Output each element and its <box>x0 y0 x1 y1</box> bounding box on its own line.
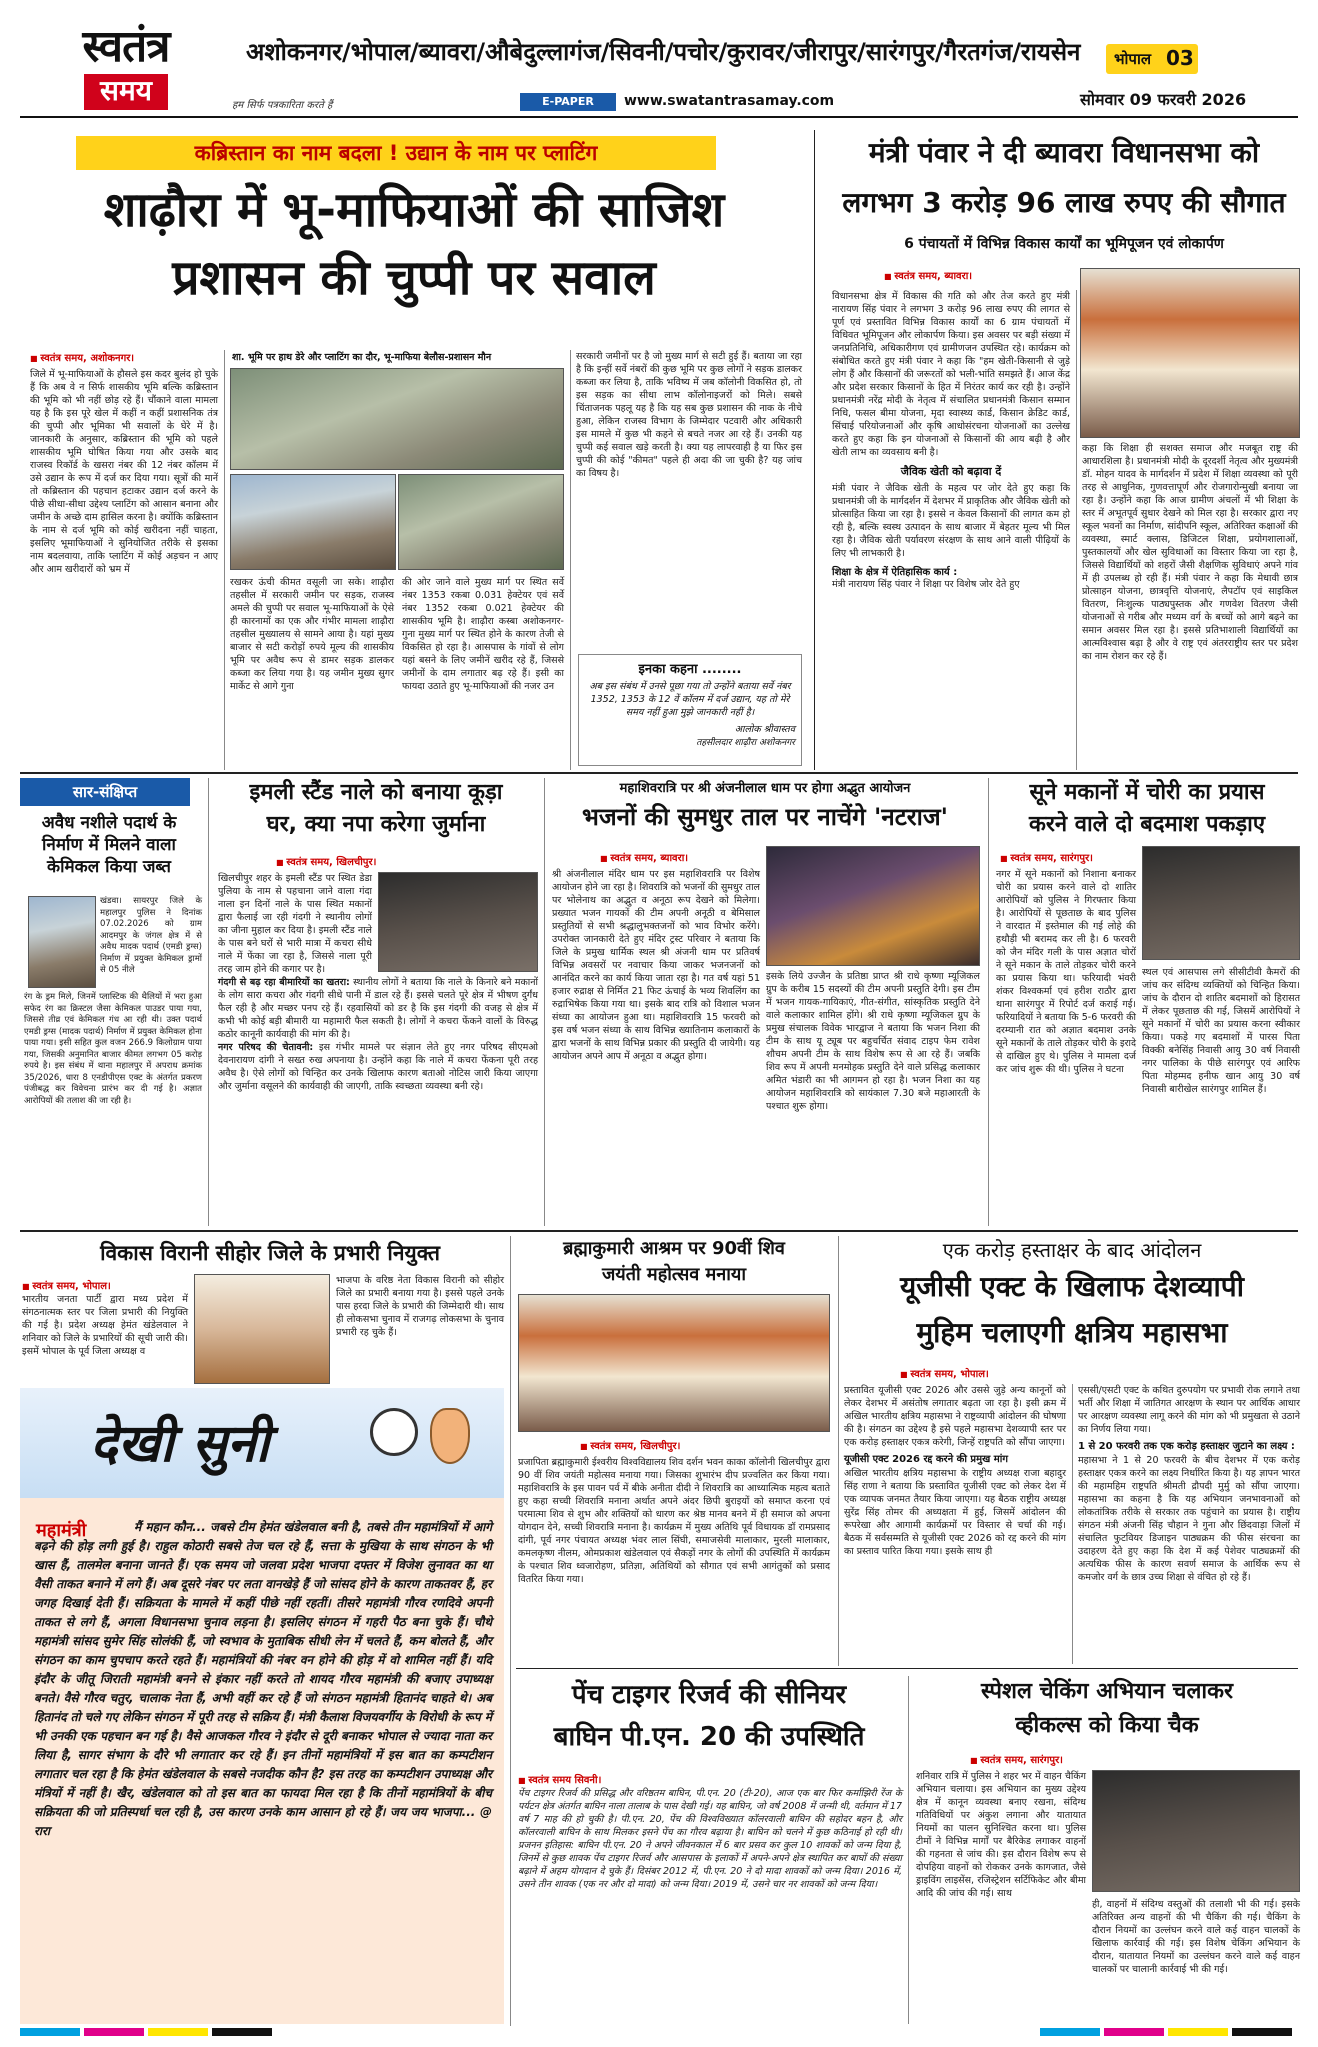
masthead-rule <box>20 116 1298 118</box>
issue-date: सोमवार 09 फरवरी 2026 <box>1080 90 1247 109</box>
imli-divider <box>544 778 545 1226</box>
dekhi-title: देखी सुनी <box>90 1413 270 1474</box>
ugc-kicker: एक करोड़ हस्ताक्षर के बाद आंदोलन <box>942 1238 1202 1262</box>
ugc-col-1-text: प्रस्तावित यूजीसी एक्ट 2026 और उससे जुड़े अन्य कानूनों को लेकर देशभर में असंतोष लगातार बढ़ता जा रहा है। इसी क्रम में अखिल भारतीय क्षत्रिय महासभा ने राष्ट्रव्यापी आंदोलन की घोषणा की है। संगठन का उद्देश्य है इसे पहले महासभा देशव्यापी स्तर पर एक करोड़ हस्ताक्षर एकत्र करेगी, जिन्हें राष्ट्रपति को सौंपा जाएगा। <box>844 1385 1066 1448</box>
dekhi-eye-icon <box>370 1408 418 1456</box>
tagline: हम सिर्फ पत्रकारिता करते हैं <box>232 100 333 111</box>
tiger-divider <box>908 1676 909 2024</box>
vikas-photo <box>194 1274 330 1384</box>
lead-headline-1: शाढ़ौरा में भू-माफियाओं की साजिश <box>103 182 725 238</box>
chori-byline: ■ स्वतंत्र समय, सारंगपुर। <box>1000 850 1200 864</box>
minister-col-1c-text: मंत्री नारायण सिंह पंवार ने शिक्षा पर विशेष जोर देते हुए <box>832 579 1020 590</box>
ugc-col-2b-text: महासभा ने 1 से 20 फरवरी के बीच देशभर में एक करोड़ हस्ताक्षर एकत्र करने का लक्ष्य निर्धारित किया है। यह ज्ञापन भारत की महामहिम राष्ट्रपति श्रीमती द्रौपदी मुर्मु को सौंपा जाएगा। महासभा का कहना है कि यह अभियान जनभावनाओं को लोकतांत्रिक तरीके से सरकार तक पहुंचाने का प्रयास है। राष्ट्रीय संगठन मंत्री अंजनी सिंह चौहान ने गुना और छिंदवाड़ा जिलों में संचालित फुटवियर डिजाइन पाठ्यक्रम की फीस संरचना का उदाहरण देते हुए कहा कि देश में कई पेशेवर पाठ्यक्रमों की अत्यधिक फीस के कारण सवर्ण समाज के आर्थिक रूप से कमजोर वर्ग के छात्र उच्च शिक्षा से वंचित हो रहे हैं। <box>1078 1455 1300 1583</box>
lead-kicker <box>76 136 716 170</box>
checking-photo <box>1092 1770 1300 1892</box>
chori-photo <box>1142 846 1300 960</box>
row-rule-2 <box>20 1230 1298 1232</box>
imli-headline-2: घर, क्या नपा करेगा जुर्माना <box>266 812 486 837</box>
minister-headline-2: लगभग 3 करोड़ 96 लाख रुपए की सौगात <box>842 186 1286 219</box>
ugc-col-1b-text: अखिल भारतीय क्षत्रिय महासभा के राष्ट्रीय अध्यक्ष राजा बहादुर सिंह राणा ने बताया कि प्रस्तावित यूजीसी एक्ट को लेकर देश में एक व्यापक जनमत तैयार किया जाएगा। यह बैठक राष्ट्रीय अध्यक्ष सुरेंद्र सिंह तोमर की अध्यक्षता में हुई, जिसमें आंदोलन की रूपरेखा और आगामी कार्यक्रमों पर विस्तार से चर्चा की गई। बैठक में सर्वसम्मति से यूजीसी एक्ट 2026 को रद्द करने की मांग का प्रस्ताव पारित किया गया। इसके साथ ही <box>844 1468 1066 1557</box>
vikas-headline: विकास विरानी सीहोर जिले के प्रभारी नियुक्त <box>100 1241 440 1265</box>
lead-headline-2: प्रशासन की चुप्पी पर सवाल <box>172 250 656 306</box>
chori-col-2: स्थल एवं आसपास लगे सीसीटीवी कैमरों की जांच कर संदिग्ध व्यक्तियों को चिन्हित किया। जांच के दौरान दो शातिर बदमाशों को हिरासत में लेकर पूछताछ की गई, जिसमें आरोपियों ने सूने मकानों में चोरी का प्रयास करना स्वीकार किया। पकड़े गए बदमाशों में पारस पिता विक्की बनेसिंह निवासी आयु 30 वर्ष निवासी नगर पालिका के पीछे सारंगपुर एवं आरिफ पिता मोहम्मद हनीफ खान आयु 30 वर्ष निवासी बारीखेल सारंगपुर शामिल हैं। <box>1142 967 1300 1095</box>
minister-headline-1: मंत्री पंवार ने दी ब्यावरा विधानसभा को <box>868 136 1260 169</box>
chori-headline-1: सूने मकानों में चोरी का प्रयास <box>1029 780 1265 805</box>
saar-text-right: खंडवा। सायरपुर जिले के महालपुर पुलिस ने दिनांक 07.02.2026 को ग्राम आदमपुर के जंगल क्षेत्र में से अवैध मादक पदार्थ (एमडी ड्रग्स) निर्माण में प्रयुक्त केमिकल ड्रामों से 05 नीले <box>100 896 202 975</box>
epaper-label[interactable]: E-PAPER <box>520 93 616 111</box>
imli-story <box>218 872 538 1093</box>
saar-text: रंग के ड्रम मिले, जिनमें प्लास्टिक की थैलियों में भरा हुआ सफेद रंग का क्रिस्टल जैसा केमिकल पाउडर पाया गया, जिससे तीव्र एवं केमिकल गंध आ रही थी। उक्त पदार्थ एमडी ड्रग्स (मादक पदार्थ) निर्माण में प्रयुक्त केमिकल होना पाया गया। इसी सहित कुल वजन 266.9 किलोग्राम पाया गया, जिसकी अनुमानित बाजार कीमत लगभग 05 करोड़ रुपये है। इस संबंध में थाना महालपुर में अपराध क्रमांक 35/2026, धारा 8 एनडीपीएस एक्ट के अंतर्गत प्रकरण पंजीबद्ध कर विवेचना प्रारंभ कर दी गई है। अज्ञात आरोपियों की तलाश की जा रही है। <box>24 992 202 1106</box>
brahma-byline: ■ स्वतंत्र समय, खिलचीपुर। <box>580 1438 780 1452</box>
minister-subhead-education: शिक्षा के क्षेत्र में ऐतिहासिक कार्य : <box>832 567 958 578</box>
minister-col-1-text: विधानसभा क्षेत्र में विकास की गति को और तेज करते हुए मंत्री नारायण सिंह पंवार ने लगभग 3 करोड़ 96 लाख रुपए की लागत से पूर्ण एवं प्रस्तावित विभिन्न विकास कार्यों का 6 ग्राम पंचायतों में विधिवत भूमिपूजन और लोकार्पण किया। इस अवसर पर बड़ी संख्या में जनप्रतिनिधि, अधिकारीगण एवं ग्रामीणजन उपस्थित रहे। कार्यक्रम को संबोधित करते हुए मंत्री पंवार ने कहा कि "हम खेती-किसानी से जुड़े लोग हैं और किसानों की जरूरतों को भली-भांति समझते हैं। आज केंद्र और प्रदेश सरकार किसानों के हित में निरंतर कार्य कर रही है। उन्होंने प्रधानमंत्री नरेंद्र मोदी के नेतृत्व में संचालित प्रधानमंत्री किसान सम्मान निधि, फसल बीमा योजना, मृदा स्वास्थ्य कार्ड, किसान क्रेडिट कार्ड, सिंचाई परियोजनाओं और कृषि आधोसंरचना योजनाओं का उल्लेख करते हुए कहा कि इन योजनाओं से किसानों की आय बढ़ी है और खेती लाभ का व्यवसाय बनी है। <box>832 291 1070 458</box>
minister-subhead-organic: जैविक खेती को बढ़ावा दें <box>900 465 1002 478</box>
vikas-col-2: भाजपा के वरिष्ठ नेता विकास विरानी को सीहोर जिले का प्रभारी बनाया गया है। इससे पहले उनके पास हरदा जिले के प्रभारी की जिम्मेदारी थी। साथ ही लोकसभा चुनाव में राजगढ़ लोकसभा के चुनाव प्रभारी रह चुके हैं। <box>336 1275 504 1338</box>
lead-col-1 <box>30 350 218 576</box>
ugc-col-1 <box>844 1384 1066 1558</box>
dekhi-box <box>20 1388 504 2024</box>
color-bar-magenta-2 <box>1104 2028 1164 2036</box>
lead-col-1-text: जिले में भू-माफियाओं के हौसले इस कदर बुलंद हो चुके हैं कि अब वे न सिर्फ शासकीय भूमि बल्कि कब्रिस्तान की भूमि को भी नहीं छोड़ रहे हैं। चौंकाने वाला मामला यह है कि इस पूरे खेल में कहीं न कहीं प्रशासनिक तंत्र की चुप्पी और भूमिका भी सवालों के घेरे में है। जानकारी के अनुसार, कब्रिस्तान की भूमि को पहले शासकीय भूमि घोषित किया गया और उसके बाद राजस्व रिकॉर्ड के खसरा नंबर की 12 नंबर कॉलम में उसे उद्यान के रूप में दर्ज कर दिया गया। सूत्रों की मानें तो कब्रिस्तान की पहचान हटाकर उद्यान दर्ज करने के पीछे सीधा-सीधा उद्देश्य प्लाटिंग को आसान बनाना और जमीन के अच्छे दाम हासिल करना है। क्योंकि कब्रिस्तान के नाम से दर्ज भूमि को कोई खरीदना नहीं चाहता, इसलिए भूमाफियाओं ने सुनियोजित तरीके से इसका नाम बदलवाया, ताकि प्लाटिंग में कोई अड़चन न आए और आम खरीदारों को भ्रम में <box>30 369 218 575</box>
color-bar-cyan-2 <box>1040 2028 1100 2036</box>
city-name: भोपाल <box>1114 50 1152 68</box>
saar-photo <box>28 896 96 988</box>
vikas-byline: ■ स्वतंत्र समय, भोपाल। <box>22 1281 111 1292</box>
lead-byline: ■ स्वतंत्र समय, अशोकनगर। <box>30 350 218 364</box>
quote-designation: तहसीलदार शाढ़ौरा अशोकनगर <box>696 738 795 748</box>
lead-col-3-text: सरकारी जमीनों पर है जो मुख्य मार्ग से सटी हुई हैं। बताया जा रहा है कि इन्हीं सर्वे नंबरों की कुछ भूमि पर कुछ लोगों ने सड़क डालकर कब्जा कर लिया है, ताकि भविष्य में जब कॉलोनी विकसित हो, तो इस सड़क का सीधा लाभ कॉलोनाइजरों को मिले। सबसे चिंताजनक पहलू यह है कि यह सब कुछ प्रशासन की नाक के नीचे हुआ, लेकिन राजस्व विभाग के जिम्मेदार पटवारी और अधिकारी इस मामले में कुछ भी कहने से बचते नजर आ रहे हैं। उनकी यह चुप्पी कई सवाल खड़े करती है। क्या यह लापरवाही है या फिर इस चुप्पी की कोई "कीमत" पहले ही अदा की जा चुकी है? यह जांच का विषय है। <box>576 351 802 479</box>
color-bar-yellow <box>148 2028 208 2036</box>
imli-sub-1: गंदगी से बढ़ रहा बीमारियों का खतरा: <box>218 977 350 988</box>
color-bar-cyan <box>20 2028 80 2036</box>
dekhi-ear-icon <box>430 1408 470 1464</box>
brahma-headline-2: जयंती महोत्सव मनाया <box>601 1264 747 1285</box>
checking-headline-1: स्पेशल चेकिंग अभियान चलाकर <box>981 1679 1233 1704</box>
minister-col-1b-text: मंत्री पंवार ने जैविक खेती के महत्व पर जोर देते हुए कहा कि प्रधानमंत्री जी के मार्गदर्शन में देशभर में प्राकृतिक और जैविक खेती को प्रोत्साहित किया जा रहा है। इससे न केवल किसानों की लागत कम हो रही है, बल्कि स्वस्थ उत्पादन के साथ बाजार में बेहतर मूल्य भी मिल रहा है। जैविक खेती पर्यावरण संरक्षण के साथ आने वाली पीढ़ियों के लिए भी लाभकारी है। <box>832 483 1070 559</box>
city-badge <box>1106 44 1198 74</box>
tiger-headline-1: पेंच टाइगर रिजर्व की सीनियर <box>571 1680 847 1710</box>
logo-line1: स्वतंत्र <box>82 21 170 72</box>
bhajan-col-1: श्री अंजनीलाल मंदिर धाम पर इस महाशिवरात्रि पर विशेष आयोजन होने जा रहा है। शिवरात्रि को भजनों की सुमधुर ताल पर भोलेनाथ का अद्भुत व अनूठा रूप देखने को मिलेगा। प्रख्यात भजन गायकों की टीम अपनी अनूठी व बेमिसाल प्रस्तुतियों से सभी श्रद्धालुभक्तजनों को भाव विभोर करेंगे। उपरोक्त जानकारी देते हुए मंदिर ट्रस्ट परिवार ने बताया कि जिले के प्रमुख धार्मिक स्थल श्री अंजनी धाम पर प्रतिवर्ष विभिन्न अवसरों पर नवाचार किया जाकर भजनजनों को आनंदित करने का कार्य किया जाता रहा है। गत वर्ष यहां 51 हजार रुद्राक्ष से निर्मित 21 फिट ऊंचाई के भव्य शिवलिंग का रुद्राभिषेक किया गया था। इसके बाद रात्रि को विशाल भजन संध्या का आयोजन हुआ था। महाशिवरात्रि 15 फरवरी को इस वर्ष भजन संध्या के साथ विभिन्न ख्यातिनाम कलाकारों के द्वारा भजनों के साथ विभिन्न प्रकार की प्रस्तुति दी जायेगी। यह आयोजन अपने आप में अनूठा व अद्भुत होगा। <box>552 869 760 1062</box>
ugc-headline-2: मुहिम चलाएगी क्षत्रिय महासभा <box>916 1316 1228 1349</box>
minister-subhead: 6 पंचायतों में विभिन्न विकास कार्यों का भूमिपूजन एवं लोकार्पण <box>904 236 1224 252</box>
imli-text-3: इस गंभीर मामले पर संज्ञान लेते हुए नगर परिषद सीएमओ देवनारायण दांगी ने सख्त रुख अपनाया है। उन्होंने कहा कि नाले में कचरा फेंकना पूरी तरह अवैध है। ऐसे लोगों को चिन्हित कर उनके खिलाफ कारण बताओ नोटिस जारी किया जाएगा और जुर्माना वसूलने की कार्यवाही की जाएगी, ताकि स्वच्छता व्यवस्था बनी रहे। <box>218 1042 538 1092</box>
color-bar-black-2 <box>1232 2028 1292 2036</box>
minister-divider <box>1076 290 1077 770</box>
brahma-divider <box>838 1236 839 1666</box>
ugc-sub-1: यूजीसी एक्ट 2026 रद्द करने की प्रमुख मांग <box>844 1454 1008 1465</box>
page-number: 03 <box>1166 46 1194 70</box>
lead-kicker-text: कब्रिस्तान का नाम बदला ! उद्यान के नाम पर प्लाटिंग <box>194 141 598 165</box>
editions-strip: अशोकनगर/भोपाल/ब्यावरा/औबेदुल्लागंज/सिवनी/पचोर/कुरावर/जीरापुर/सारंगपुर/गैरतगंज/रायसेन <box>246 38 1081 66</box>
checking-col-1: शनिवार रात्रि में पुलिस ने शहर भर में वाहन चैकिंग अभियान चलाया। इस अभियान का मुख्य उद्देश्य क्षेत्र में कानून व्यवस्था बनाए रखना, संदिग्ध गतिविधियों पर अंकुश लगाना और यातायात नियमों का पालन सुनिश्चित करना था। पुलिस टीमों ने विभिन्न मार्गों पर बैरिकेड लगाकर वाहनों की गहनता से जांच की। इस दौरान विशेष रूप से दोपहिया वाहनों को रोककर उनके कागजात, जैसे ड्राइविंग लाइसेंस, रजिस्ट्रेशन सर्टिफिकेट और बीमा आदि की जांच की गई। साथ <box>916 1771 1086 1899</box>
lead-divider-1 <box>224 350 225 770</box>
bhajan-kicker: महाशिवरात्रि पर श्री अंजनीलाल धाम पर होगा अद्भुत आयोजन <box>619 781 911 796</box>
brahma-text: प्रजापिता ब्रह्माकुमारी ईश्वरीय विश्वविद्यालय शिव दर्शन भवन काका कॉलोनी खिलचीपुर द्वारा 90 वीं शिव जयंती महोत्सव मनाया गया। जिसका शुभारंभ दीप प्रज्वलित कर किया गया।महाशिवरात्रि के इस पावन पर्व में बीके अनीता दीदी ने शिवरात्रि का आध्यात्मिक महत्व बताते हुए कहा सच्ची शिवरात्रि मनाना अर्थात अपने अंदर छिपी बुराइयों को समाप्त करना एवं परमात्मा शिव से शुभ और शक्तियों को धारण कर श्रेष्ठ मानव बनने में ही समाज को अपना योगदान देने, सच्ची शिवरात्रि मनाना है। कार्यक्रम में मुख्य अतिथि पूर्व विधायक डॉ रामप्रसाद दांगी, पूर्व नगर पंचायत अध्यक्ष भंवर लाल सिंघी, समाजसेवी मालाकार, मुरली मालाकार, कमलकृष्ण नीलम, ओमप्रकाश खंडेलवाल एवं सैकड़ों नगर के लोगों की उपस्थिति में कार्यक्रम के पश्चात शिव ध्वजारोहण, प्रतिज्ञा, अतिथियों को सौगात एवं सभी आगंतुकों को प्रसाद वितरित किया गया। <box>518 1457 830 1585</box>
ugc-col-2-text: एससी/एसटी एक्ट के कथित दुरुपयोग पर प्रभावी रोक लगाने तथा भर्ती और शिक्षा में जातिगत आरक्षण के स्थान पर आर्थिक आधार पर आरक्षण व्यवस्था लागू करने की मांग को भी प्रमुखता से उठाने का निर्णय लिया गया। <box>1078 1385 1300 1435</box>
saar-headline: अवैध नशीले पदार्थ के निर्माण में मिलने वाला केमिकल किया जब्त <box>41 813 177 877</box>
imli-headline-1: इमली स्टैंड नाले को बनाया कूड़ा <box>249 780 503 805</box>
imli-sub-2: नगर परिषद की चेतावनी: <box>218 1042 314 1053</box>
imli-text-2: स्थानीय लोगों ने बताया कि नाले के किनारे बने मकानों के लोग सारा कचरा और गंदगी सीधे पानी में डाल रहे हैं। इससे चलते पूरे क्षेत्र में भीषण दुर्गंध फैल रही है और मच्छर पनप रहे हैं। रहवासियों को डर है कि इस गंदगी की वजह से क्षेत्र में कभी भी कोई बड़ी बीमारी या महामारी फैल सकती है। लोगों ने कचरा फेंकने वालों के विरुद्ध कठोर कानूनी कार्यवाही की मांग की है। <box>218 977 538 1040</box>
checking-headline-2: व्हीकल्स को किया चैक <box>1015 1713 1199 1738</box>
dekhi-banner <box>20 1388 504 1498</box>
bhajan-byline: ■ स्वतंत्र समय, ब्यावरा। <box>600 850 800 864</box>
color-bar-yellow-2 <box>1168 2028 1228 2036</box>
logo-line2: समय <box>84 74 168 110</box>
checking-byline: ■ स्वतंत्र समय, सारंगपुर। <box>970 1752 1170 1766</box>
bhajan-col-2: इसके लिये उज्जैन के प्रतिष्ठा प्राप्त श्री राधे कृष्णा म्यूजिकल ग्रुप के करीब 15 सदस्यों की टीम अपनी प्रस्तुति देगी। इस टीम में भजन गायक-गायिकाएं, गीत-संगीत, सांस्कृतिक प्रस्तुति देने वाले कलाकार शामिल होंगे। श्री राधे कृष्णा म्यूजिकल ग्रुप के प्रमुख संचालक विवेक भारद्वाज ने बताया कि भजन निशा की टीम के साथ यू ट्यूब पर बहुचर्चित संवाद टाइप फेम रावेश शौचम अपनी टीम के साथ विशेष रूप से आ रहे हैं। जबकि शिव रूप में अपनी मनमोहक प्रस्तुति देने वाले प्रसिद्ध कलाकार अमित भंडारी का भी आगमन हो रहा है। भजन निशा का यह आयोजन महाशिवरात्रि को सायंकाल 7.30 बजे महाआरती के पश्चात शुरू होगा। <box>766 971 980 1112</box>
quote-title: इनका कहना ........ <box>638 662 742 677</box>
ugc-col-2 <box>1078 1384 1300 1584</box>
quote-name: आलोक श्रीवास्तव <box>734 724 795 735</box>
saar-divider <box>208 778 209 1226</box>
brahma-photo <box>518 1294 830 1432</box>
masthead <box>0 0 1318 118</box>
dekhi-section: महामंत्री <box>36 1520 87 1541</box>
ugc-byline: ■ स्वतंत्र समय, भोपाल। <box>900 1366 1100 1380</box>
minister-byline: ■ स्वतंत्र समय, ब्यावरा। <box>884 268 1084 282</box>
saar-label <box>20 778 190 806</box>
color-bar-black <box>212 2028 272 2036</box>
chori-headline-2: करने वाले दो बदमाश पकड़ाए <box>1028 812 1266 837</box>
tiger-byline: ■ स्वतंत्र समय सिवनी। <box>518 1775 601 1786</box>
ugc-headline-1: यूजीसी एक्ट के खिलाफ देशव्यापी <box>900 1270 1244 1303</box>
quote-text: अब इस संबंध में उनसे पूछा गया तो उन्होंने बताया सर्वे नंबर 1352, 1353 के 12 वें कॉलम में दर्ज उद्यान, यह तो मेरे समय नहीं हुआ मुझे जानकारी नहीं है। <box>589 681 791 718</box>
dekhi-text: मैं महान कौन... जबसे टीम हेमंत खंडेलवाल बनी है, तबसे तीन महामंत्रियों में आगे बढ़ने की होड़ लगी हुई है। राहुल कोठारी सबसे तेज चल रहे हैं, सत्ता के मुखिया के साथ संगठन के भी खास हैं, तालमेल बनाना जानते हैं। एक समय जो जलवा प्रदेश भाजपा दफ्तर में विजेश लुनावत का था वैसी ताकत बनाने में लगे हैं। अब दूसरे नंबर पर लता वानखेड़े हैं जो सांसद होने के कारण ताकतवर हैं, हर जगह दिखाई देती हैं। सक्रियता के मामले में कहीं पीछे नहीं रहतीं। तीसरे महामंत्री गौरव रणदिवे अपनी ताकत से लगे हैं, अगला विधानसभा चुनाव लड़ना है। इसलिए संगठन में गहरी पैठ बना चुके हैं। चौथे महामंत्री सांसद सुमेर सिंह सोलंकी हैं, जो स्वभाव के मुताबिक सीधी लेन में चलते हैं, कम बोलते हैं, और संगठन का काम चुपचाप करते रहते हैं। महामंत्रियों की नंबर वन होने की होड़ में वो शामिल नहीं हैं। यदि इंदौर के जीतू जिराती महामंत्री बनने से इंकार नहीं करते तो शायद गौरव महामंत्री की बजाए उपाध्यक्ष बनते। वैसे गौरव चतुर, चालाक नेता हैं, अभी वहीं कर रहे हैं जो संगठन महामंत्री हितानंद चाहते थे। अब हितानंद तो चले गए लेकिन संगठन में पूरी तरह से सक्रिय हैं। मंत्री कैलाश विजयवर्गीय के विरोधी के रूप में भी उनकी एक पहचान बन गई है। वैसे आजकल गौरव ने इंदौर से दूरी बनाकर भोपाल से ज्यादा नाता कर लिया है, सागर संभाग के दौरे भी लगातार कर रहे हैं। इन तीनों महामंत्रियों में इस बात का कम्पटीशन लगातार चल रहा है कि हेमंत खंडेलवाल के सबसे नजदीक कौन है? इस तरह का कम्पटीशन उपाध्यक्ष और मंत्रियों में नहीं है। खैर, खंडेलवाल को तो इस बात का फायदा मिल रहा है कि तीनों महामंत्रियों के बीच सक्रियता की जो प्रतिस्पर्धा चल रही है, उस कारण उनके काम आसान हो रहे हैं। जय जय भाजपा... @ रारा <box>34 1520 492 1838</box>
color-bar-magenta <box>84 2028 144 2036</box>
lead-under-photo-2: की ओर जाने वाले मुख्य मार्ग पर स्थित सर्वे नंबर 1353 रकबा 0.031 हेक्टेयर एवं सर्वे नंबर 1352 रकबा 0.021 हेक्टेयर की शासकीय भूमि है। शाढ़ौरा कस्बा अशोकनगर-गुना मुख्य मार्ग पर स्थित होने के कारण तेजी से विकसित हो रहा है। आसपास के गांवों से लोग यहां बसने के लिए जमीनें खरीद रहे हैं, जिससे जमीनों के दाम लगातार बढ़ रहे हैं। इसी का फायदा उठाते हुए भू-माफियाओं की नजर उन <box>402 577 564 692</box>
bhajan-headline: भजनों की सुमधुर ताल पर नाचेंगे 'नटराज' <box>581 803 948 831</box>
ugc-sub-2: 1 से 20 फरवरी तक एक करोड़ हस्ताक्षर जुटाने का लक्ष्य : <box>1078 1441 1295 1452</box>
minister-col-1 <box>832 290 1070 591</box>
row-rule-3 <box>516 1668 1298 1669</box>
minister-col-2-text: कहा कि शिक्षा ही सशक्त समाज और मजबूत राष्ट्र की आधारशिला है। प्रधानमंत्री मोदी के दूरदर्शी नेतृत्व और मुख्यमंत्री डॉ. मोहन यादव के मार्गदर्शन में प्रदेश में शिक्षा व्यवस्था को पूरी तरह से आधुनिक, गुणवत्तापूर्ण और रोजगारोन्मुखी बनाया जा रहा है। उन्होंने कहा कि आज ग्रामीण अंचलों में भी शिक्षा के स्तर में अभूतपूर्व सुधार देखने को मिल रहा है। सरकार द्वारा नए स्कूल भवनों का निर्माण, सांदीपनि स्कूल, अतिरिक्त कक्षाओं की व्यवस्था, स्मार्ट क्लास, डिजिटल शिक्षा, प्रयोगशालाओं, पुस्तकालयों और खेल सुविधाओं का विस्तार किया जा रहा है, जिससे विद्यार्थियों को शहरों जैसी शैक्षणिक सुविधाएं अपने गांव में ही उपलब्ध हो रही हैं। मंत्री पंवार ने कहा कि मेधावी छात्र प्रोत्साहन योजना, छात्रवृत्ति योजनाएं, लैपटॉप एवं साइकिल वितरण, निःशुल्क पाठ्यपुस्तक और गणवेश वितरण जैसी योजनाओं से गरीब और मध्यम वर्ग के बच्चों को आगे बढ़ने का समान अवसर मिल रहा है। इससे प्रतिभाशाली विद्यार्थियों का आत्मविश्वास बढ़ा है और वे राष्ट्र एवं अंतरराष्ट्रीय स्तर पर प्रदेश का नाम रोशन कर रहे हैं। <box>1082 443 1298 662</box>
logo <box>36 22 216 114</box>
row-rule-1 <box>20 772 1298 774</box>
imli-byline: ■ स्वतंत्र समय, खिलचीपुर। <box>276 854 476 868</box>
lead-photo-top <box>230 368 564 470</box>
lead-divider-2 <box>570 350 571 770</box>
bhajan-photo <box>766 846 980 966</box>
minister-photo <box>1080 268 1300 438</box>
website-link[interactable]: www.swatantrasamay.com <box>624 93 835 109</box>
brahma-headline-1: ब्रह्माकुमारी आश्रम पर 90वीं शिव <box>563 1238 785 1259</box>
tiger-headline-2: बाघिन पी.एन. 20 की उपस्थिति <box>553 1722 865 1752</box>
lead-photo-right <box>398 474 564 570</box>
lead-quote-box <box>578 654 802 766</box>
imli-photo <box>378 872 538 972</box>
bhajan-divider <box>988 778 989 1226</box>
lead-right-divider <box>814 130 815 770</box>
tiger-text: पेंच टाइगर रिजर्व की प्रसिद्ध और वरिष्ठतम बाघिन, पी.एन. 20 (टी-20), आज एक बार फिर कर्माझिरी रेंज के पर्यटन क्षेत्र अंतर्गत बाघिन नाला तालाब के पास देखी गई। यह बाघिन, जो वर्ष 2008 में जन्मी थी, वर्तमान में 17 वर्ष 7 माह की हो चुकी है। पी.एन. 20, पेंच की विश्वविख्यात कॉलरवाली बाघिन की सहोदर बहन है, और कॉलरवाली बाघिन के साथ मिलकर इसने पेंच का गौरव बढ़ाया है। बाघिन को चलने में कुछ कठिनाई हो रही थी। प्रजनन इतिहास: बाघिन पी.एन. 20 ने अपने जीवनकाल में 6 बार प्रसव कर कुल 10 शावकों को जन्म दिया है, जिनमें से कुछ शावक पेंच टाइगर रिजर्व और आसपास के इलाकों में अपने-अपने क्षेत्र स्थापित कर बाघों की संख्या बढ़ाने में अहम योगदान दे चुके हैं। दिसंबर 2012 में, पी.एन. 20 ने दो मादा शावकों को जन्म दिया। 2016 में, उसने तीन शावक (एक नर और दो मादा) को जन्म दिया। 2019 में, उसने चार नर शावकों को जन्म दिया। <box>518 1788 902 1890</box>
lead-under-photo-1: रखकर ऊंची कीमत वसूली जा सके। शाढ़ौरा तहसील में सरकारी जमीन पर सड़क, राजस्व अमले की चुप्पी पर सवाल भू-माफियाओं के ऐसे ही कारनामों का एक और गंभीर मामला शाढ़ौरा तहसील मुख्यालय से सामने आया है। यहां मुख्य बाजार से सटी करोड़ों रुपये मूल्य की शासकीय भूमि पर अवैध रूप से डामर सड़क डालकर कब्जा कर लिया गया है। यह जमीन मुख्य सुगर मार्केट से आगे गुना <box>230 577 394 692</box>
tiger-story <box>518 1768 902 1891</box>
ugc-divider <box>1072 1384 1073 1664</box>
lead-photo-left <box>230 474 396 570</box>
checking-col-2: ही, वाहनों में संदिग्ध वस्तुओं की तलाशी भी की गई। इसके अतिरिक्त अन्य वाहनों की भी चैकिंग की गई। चैकिंग के दौरान नियमों का उल्लंघन करने वाले कई वाहन चालकों के खिलाफ कार्रवाई की गई। इस विशेष चेकिंग अभियान के दौरान, यातायात नियमों का उल्लंघन करने वाले कई वाहन चालकों पर चालानी कार्रवाई भी की गई। <box>1092 1899 1300 1975</box>
vikas-col-1: भारतीय जनता पार्टी द्वारा मध्य प्रदेश में संगठनात्मक स्तर पर जिला प्रभारी की नियुक्ति की गई है। प्रदेश अध्यक्ष हेमंत खंडेलवाल ने शनिवार को जिले के प्रभारियों की सूची जारी की। इसमें भोपाल के पूर्व जिला अध्यक्ष व <box>22 1294 188 1357</box>
vikas-story <box>22 1274 188 1358</box>
vikas-divider <box>510 1236 511 2026</box>
imli-text-1: खिलचीपुर शहर के इमली स्टैंड पर स्थित डेडा पुलिया के नाम से पहचाना जाने वाला गंदा नाला इन दिनों नाले के पास स्थित मकानों द्वारा फैलाई जा रही गंदगी ने स्थानीय लोगों का जीना मुहाल कर दिया है। इमली स्टैंड नाले के पास बने घरों से भारी मात्रा में कचरा सीधे नाले में फेंका जा रहा है, जिससे नाला पूरी तरह जाम होने की कगार पर है। <box>218 873 372 975</box>
chori-col-1: नगर में सूने मकानों को निशाना बनाकर चोरी का प्रयास करने वाले दो शातिर आरोपियों को पुलिस ने गिरफ्तार किया है। आरोपियों से पूछताछ के बाद पुलिस ने वारदात में इस्तेमाल की गई लोहे की हथौड़ी भी बरामद कर ली है। 6 फरवरी को जैन मंदिर गली के पास अज्ञात चोरों ने सूने मकान के ताले तोड़कर चोरी करने का प्रयास किया था। फरियादी भंवरी शंकर विश्वकर्मा एवं हरीश राठौर द्वारा थाना सारंगपुर में रिपोर्ट दर्ज कराई गई। फरियादियों ने बताया कि 5-6 फरवरी की दरम्यानी रात को अज्ञात बदमाश उनके सूने मकानों के ताले तोड़कर चोरी के इरादे से दाखिल हुए थे। पुलिस ने मामला दर्ज कर जांच शुरू की थी। पुलिस ने घटना <box>996 869 1136 1075</box>
saar-label-text: सार-संक्षिप्त <box>72 783 138 801</box>
lead-photo-caption: शा. भूमि पर हाथ डेरे और प्लाटिंग का दौर, भू-माफिया बेलौस-प्रशासन मौन <box>232 352 492 363</box>
